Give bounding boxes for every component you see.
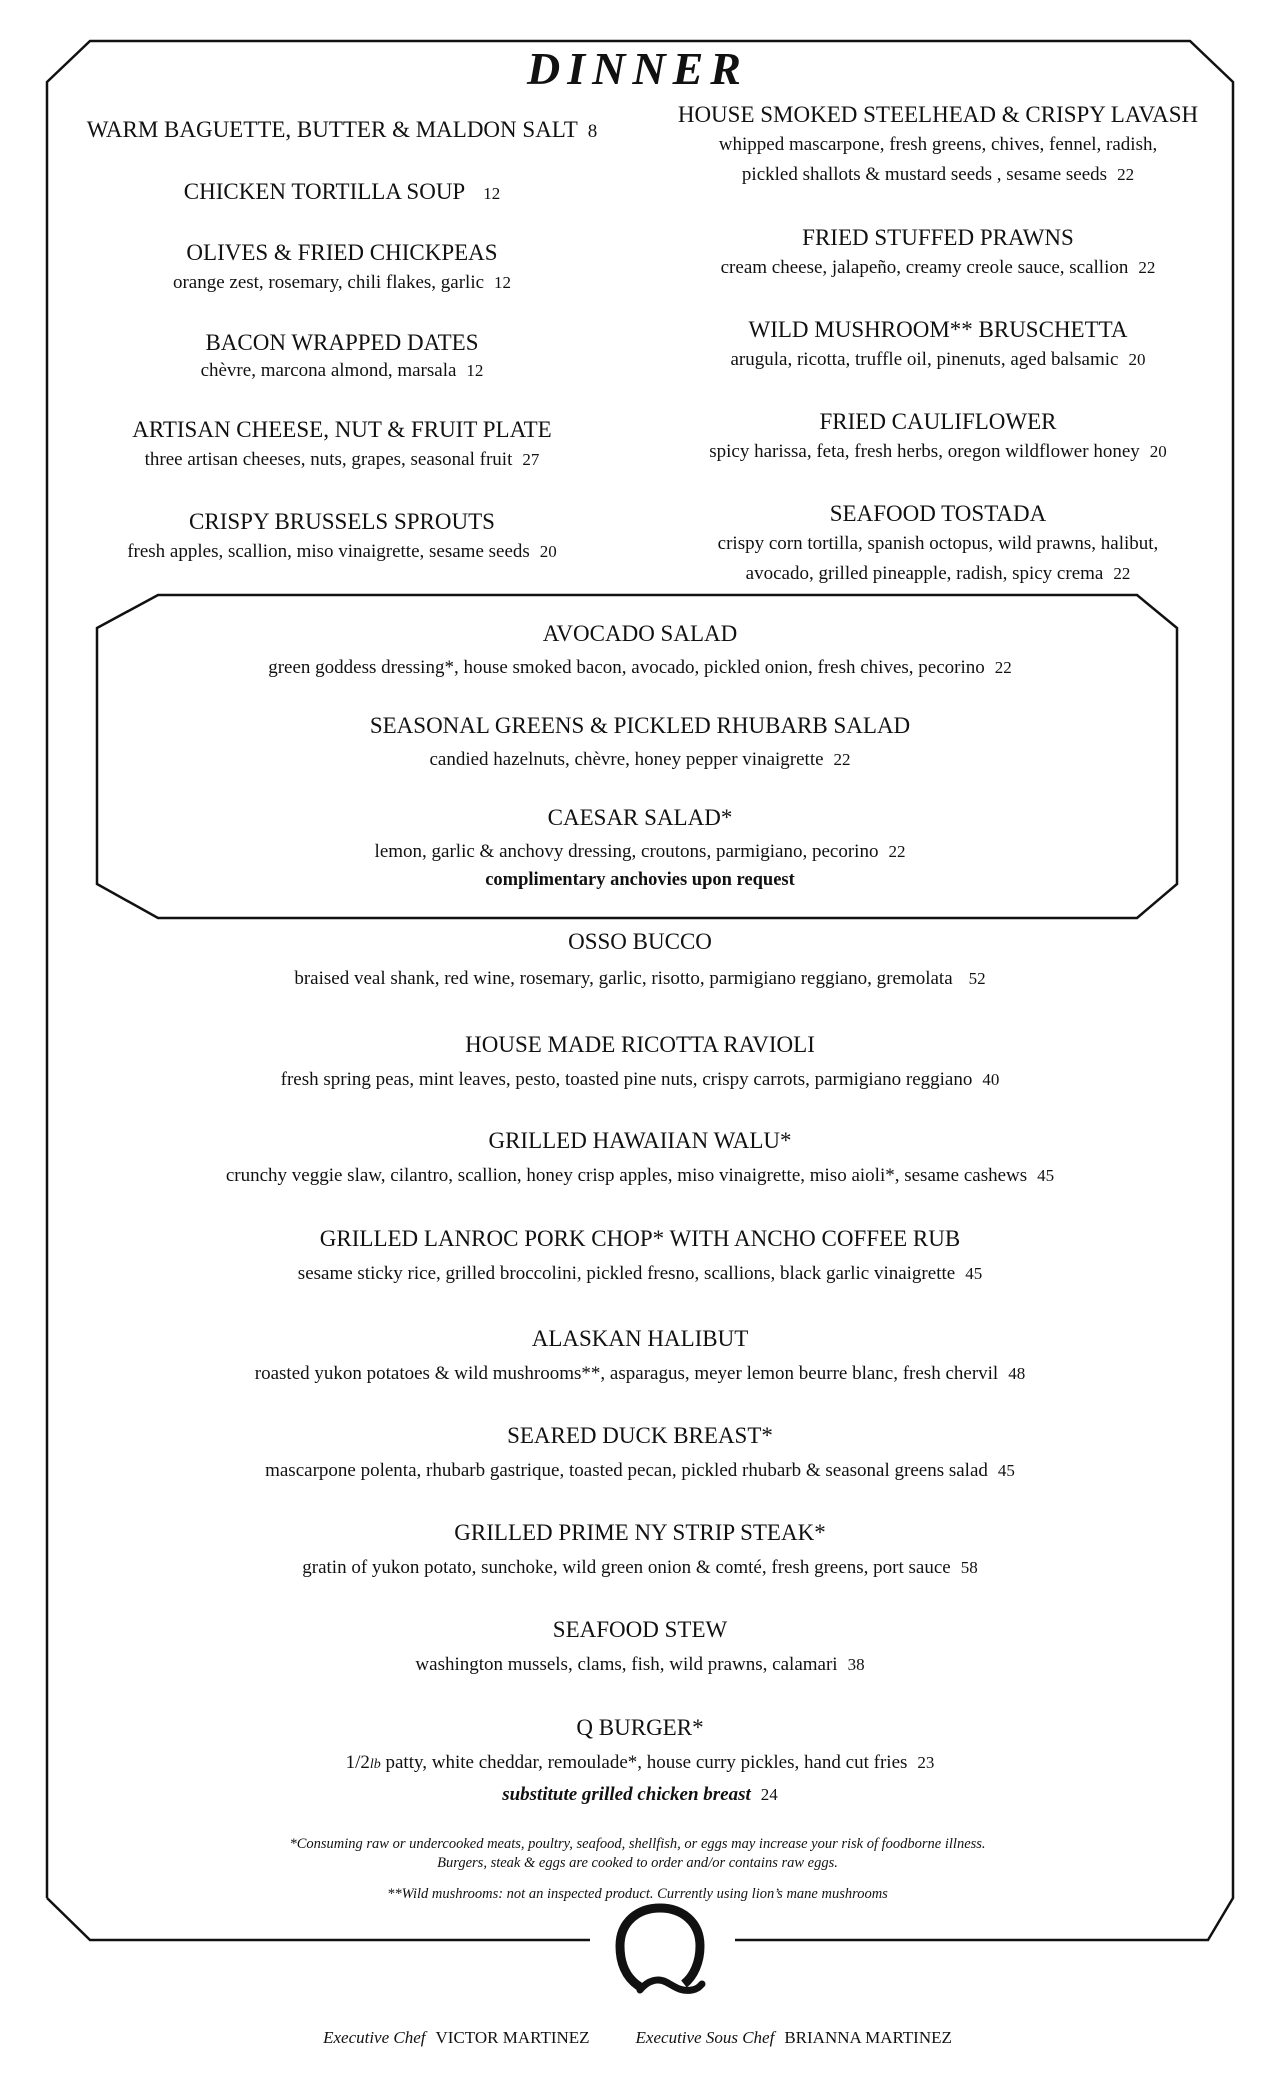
item-name: OSSO BUCCO — [568, 929, 712, 954]
item-name: GRILLED PRIME NY STRIP STEAK* — [454, 1520, 826, 1545]
burger-unit: lb — [369, 1757, 381, 1772]
entree-item — [47, 1224, 1233, 1289]
chef-name: BRIANNA MARTINEZ — [784, 2028, 952, 2047]
entree-item — [47, 1126, 1233, 1191]
item-price: 20 — [1149, 442, 1167, 461]
item-price: 38 — [847, 1655, 865, 1674]
item-name: AVOCADO SALAD — [542, 621, 738, 646]
entree-item — [47, 927, 1233, 994]
item-name: HOUSE MADE RICOTTA RAVIOLI — [465, 1032, 815, 1057]
burger-size: 1/2 — [345, 1752, 370, 1773]
chef-credits — [0, 2028, 1275, 2048]
item-desc: mascarpone polenta, rhubarb gastrique, toasted pecan, pickled rhubarb & seasonal greens salad — [265, 1460, 988, 1481]
item-desc: avocado, grilled pineapple, radish, spicy crema — [745, 563, 1104, 584]
item-desc: sesame sticky rice, grilled broccolini, pickled fresno, scallions, black garlic vinaigrette — [297, 1263, 956, 1284]
item-name: WARM BAGUETTE, BUTTER & MALDON SALT — [86, 117, 578, 142]
item-name: CRISPY BRUSSELS SPROUTS — [189, 509, 495, 534]
item-desc-line1: whipped mascarpone, fresh greens, chives, fennel, radish, — [718, 134, 1158, 155]
item-price: 22 — [833, 750, 851, 769]
item-desc: green goddess dressing*, house smoked bacon, avocado, pickled onion, fresh chives, pecorino — [268, 657, 985, 678]
item-price: 22 — [1113, 564, 1131, 583]
entree-item — [47, 1421, 1233, 1486]
item-name: ALASKAN HALIBUT — [531, 1326, 749, 1351]
item-price: 8 — [587, 121, 598, 142]
item-note: complimentary anchovies upon request — [485, 870, 795, 890]
menu-item — [47, 115, 637, 147]
item-price: 23 — [917, 1753, 935, 1772]
item-name: HOUSE SMOKED STEELHEAD & CRISPY LAVASH — [677, 102, 1199, 127]
item-price: 22 — [888, 842, 906, 861]
item-desc: fresh apples, scallion, miso vinaigrette, sesame seeds — [127, 541, 530, 562]
salad-item — [47, 711, 1233, 775]
item-desc-line1: crispy corn tortilla, spanish octopus, wild prawns, halibut, — [717, 533, 1159, 554]
item-name: FRIED CAULIFLOWER — [819, 409, 1057, 434]
menu-item — [47, 328, 637, 384]
item-name: Q BURGER* — [576, 1715, 704, 1740]
item-desc: orange zest, rosemary, chili flakes, garlic — [172, 272, 485, 293]
item-name: ARTISAN CHEESE, NUT & FRUIT PLATE — [132, 417, 552, 442]
item-price: 20 — [539, 542, 557, 561]
item-price: 45 — [1037, 1166, 1055, 1185]
menu-item — [643, 407, 1233, 467]
raw-food-disclaimer: *Consuming raw or undercooked meats, poultry, seafood, shellfish, or eggs may increase your risk of foodborne illness. Burgers, steak & eggs are cooked to order and/or contains raw eggs. — [289, 1836, 986, 1871]
item-name: CHICKEN TORTILLA SOUP — [183, 179, 466, 204]
item-price: 22 — [1138, 258, 1156, 277]
menu-item — [47, 415, 637, 475]
item-price: 45 — [997, 1461, 1015, 1480]
entree-item — [47, 1324, 1233, 1389]
item-desc: three artisan cheeses, nuts, grapes, seasonal fruit — [144, 449, 513, 470]
item-price: 12 — [466, 361, 484, 380]
menu-item — [643, 315, 1233, 375]
item-name: SEAFOOD TOSTADA — [829, 501, 1047, 526]
mushroom-disclaimer: **Wild mushrooms: not an inspected product. Currently using lion’s mane mushrooms — [387, 1886, 888, 1902]
item-desc: braised veal shank, red wine, rosemary, garlic, risotto, parmigiano reggiano, gremolata — [294, 968, 953, 989]
item-desc: gratin of yukon potato, sunchoke, wild green onion & comté, fresh greens, port sauce — [302, 1557, 951, 1578]
item-name: SEAFOOD STEW — [552, 1617, 728, 1642]
chef-role: Executive Sous Chef — [635, 2028, 775, 2047]
menu-item — [643, 100, 1233, 190]
menu-item — [47, 238, 637, 298]
entree-item — [47, 1615, 1233, 1680]
item-price: 45 — [965, 1264, 983, 1283]
item-desc: spicy harissa, feta, fresh herbs, oregon wildflower honey — [709, 441, 1140, 462]
item-desc: crunchy veggie slaw, cilantro, scallion, honey crisp apples, miso vinaigrette, miso aioli*, sesame cashews — [225, 1165, 1028, 1186]
item-desc: chèvre, marcona almond, marsala — [200, 360, 457, 381]
item-desc: roasted yukon potatoes & wild mushrooms**, asparagus, meyer lemon beurre blanc, fresh chervil — [254, 1363, 999, 1384]
item-name: WILD MUSHROOM** BRUSCHETTA — [748, 317, 1128, 342]
item-desc: washington mussels, clams, fish, wild prawns, calamari — [415, 1654, 838, 1675]
item-name: CAESAR SALAD* — [547, 805, 733, 830]
item-name: OLIVES & FRIED CHICKPEAS — [186, 240, 498, 265]
item-price: 20 — [1128, 350, 1146, 369]
salad-item — [47, 803, 1233, 893]
item-price: 52 — [968, 969, 986, 988]
menu-item — [643, 223, 1233, 283]
item-price: 48 — [1008, 1364, 1026, 1383]
item-name: GRILLED LANROC PORK CHOP* WITH ANCHO COFFEE RUB — [319, 1226, 961, 1251]
item-price: 22 — [1117, 165, 1135, 184]
item-price: 40 — [982, 1070, 1000, 1089]
item-desc: candied hazelnuts, chèvre, honey pepper vinaigrette — [429, 749, 824, 770]
item-desc: pickled shallots & mustard seeds , sesame seeds — [741, 164, 1108, 185]
entree-item — [47, 1030, 1233, 1095]
menu-item — [47, 177, 637, 207]
menu-item — [643, 499, 1233, 589]
menu-item — [47, 507, 637, 567]
item-price: 12 — [483, 184, 501, 203]
item-name: SEASONAL GREENS & PICKLED RHUBARB SALAD — [369, 713, 911, 738]
item-price: 58 — [960, 1558, 978, 1577]
item-name: BACON WRAPPED DATES — [205, 330, 479, 355]
burger-item — [47, 1713, 1233, 1810]
item-price: 27 — [522, 450, 540, 469]
item-desc: lemon, garlic & anchovy dressing, croutons, parmigiano, pecorino — [374, 841, 879, 862]
q-logo-icon — [612, 1900, 708, 2000]
item-desc: arugula, ricotta, truffle oil, pinenuts, aged balsamic — [730, 349, 1119, 370]
item-desc: cream cheese, jalapeño, creamy creole sauce, scallion — [720, 257, 1129, 278]
page-title: DINNER — [527, 43, 748, 94]
chef-name: VICTOR MARTINEZ — [435, 2028, 590, 2047]
salad-item — [47, 619, 1233, 683]
item-name: GRILLED HAWAIIAN WALU* — [488, 1128, 792, 1153]
chef-role: Executive Chef — [323, 2028, 426, 2047]
item-price: 22 — [994, 658, 1012, 677]
entree-item — [47, 1518, 1233, 1583]
item-desc: patty, white cheddar, remoulade*, house curry pickles, hand cut fries — [380, 1752, 908, 1773]
item-name: FRIED STUFFED PRAWNS — [802, 225, 1074, 250]
substitute-price: 24 — [760, 1785, 778, 1804]
item-price: 12 — [494, 273, 512, 292]
substitute-option: substitute grilled chicken breast — [502, 1784, 751, 1805]
item-name: SEARED DUCK BREAST* — [507, 1423, 773, 1448]
item-desc: fresh spring peas, mint leaves, pesto, toasted pine nuts, crispy carrots, parmigiano reggiano — [280, 1069, 973, 1090]
